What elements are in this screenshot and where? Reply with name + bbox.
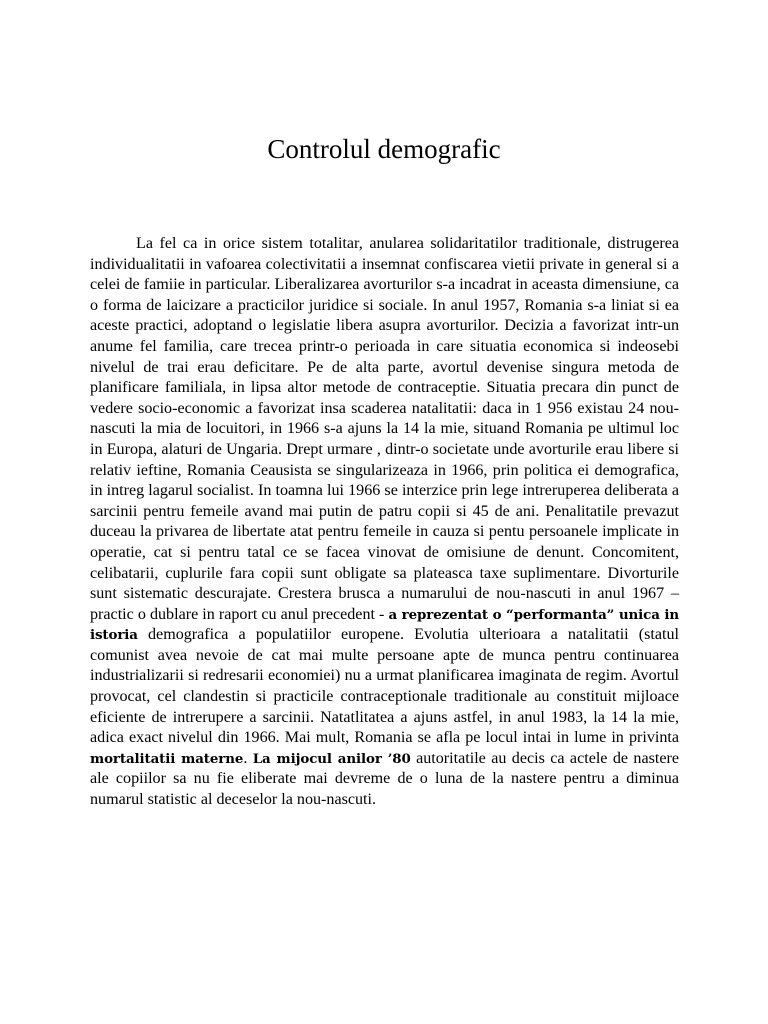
paragraph-text-part1: La fel ca in orice sistem totalitar, anularea solidaritatilor traditionale, distrugerea individualitatii in vafoarea colectivitatii a insemnat confiscarea vietii private in general si a celei de famiie in particular. Liberalizarea avorturilor s-a incadrat in aceasta dimensiune, ca o forma de laicizare a practicilor juridice si sociale. In anul 1957, Romania s-a liniat si ea aceste practici, adoptand o legislatie libera asupra avorturilor. Decizia a favorizat intr-un anume fel familia, care trecea printr-o perioada in care situatia economica si indeosebi nivelul de trai erau deficitare. Pe de alta parte, avortul devenise singura metoda de planificare familiala, in lipsa altor metode de contraceptie. Situatia precara din punct de vedere socio-economic a favorizat insa scaderea natalitatii: daca in 1 956 existau 24 nou-nascuti la mia de locuitori, in 1966 s-a ajuns la 14 la mie, situand Romania pe ultimul loc in Europa, alaturi de Ungaria. Drept urmare , dintr-o societate unde avorturile erau libere si relativ ieftine, Romania Ceausista se singularizeaza in 1966, prin politica ei demografica, in intreg lagarul socialist. In toamna lui 1966 se interzice prin lege intreruperea deliberata a sarcinii pentru femeile avand mai putin de patru copii si 45 de ani. Penalitatile prevazut duceau la privarea de libertate atat pentru femeile in cauza si pentu persoanele implicate in operatie, cat si pentru tatal ce se facea vinovat de omisiune de denunt. Concomitent, celibatarii, cuplurile fara copii sunt obligate sa plateasca taxe suplimentare. Divorturile sunt sistematic descurajate. Crestera brusca a numarului de nou-nascuti in anul 1967 – practic o dublare in raport cu anul precedent - xyxy=(90,235,679,623)
paragraph-text-part3: . xyxy=(243,749,253,767)
page-title: Controlul demografic xyxy=(267,134,501,164)
paragraph-text-part2: demografica a populatiilor europene. Evolutia ulterioara a natalitatii (statul comunist avea nevoie de cat mai multe persoane apte de munca pentru continuarea industrializarii si redresarii economiei) nu a urmat planificarea imaginata de regim. Avortul provocat, cel clandestin si practicile contraceptionale traditionale au constituit mijloace eficiente de intrerupere a sarcinii. Natatlitatea a ajuns astfel, in anul 1983, la 14 la mie, adica exact nivelul din 1966. Mai mult, Romania se afla pe locul intai in lume in privinta xyxy=(90,626,679,747)
bold-phrase-performanta: a reprezentat o “performanta” unica in istoria xyxy=(90,606,680,644)
bold-phrase-mortalitatii: mortalitatii materne xyxy=(90,750,244,767)
body-paragraph xyxy=(90,234,679,811)
bold-phrase-anilor-80: La mijocul anilor ’80 xyxy=(252,750,411,767)
paragraph-text-part4: autoritatile au decis ca actele de nastere ale copiilor sa nu fie eliberate mai devreme de o luna de la nastere pentru a diminua numarul statistic al deceselor la nou-nascuti. xyxy=(90,749,679,809)
